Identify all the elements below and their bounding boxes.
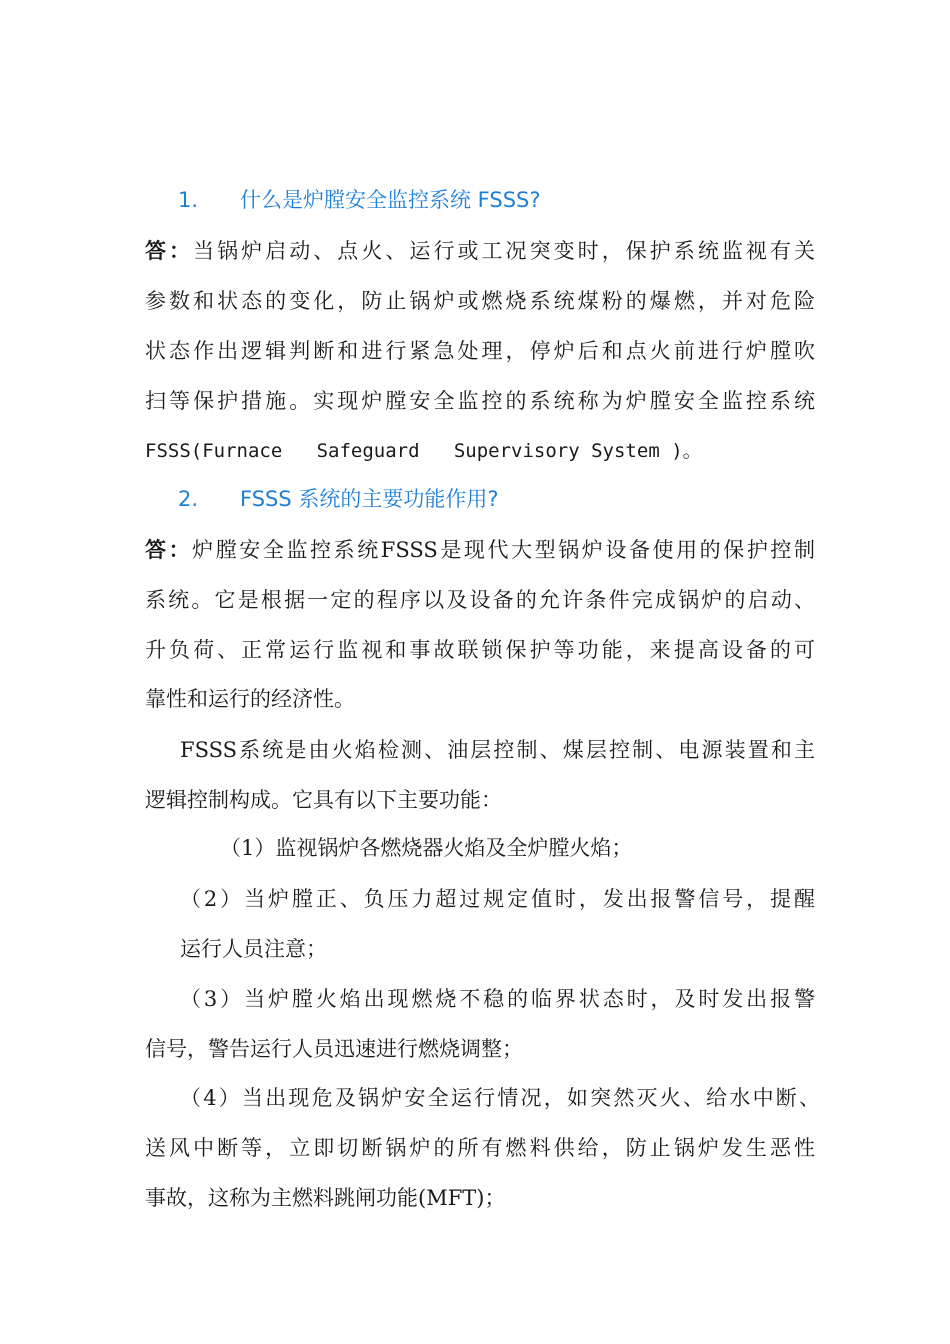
function-item-2: （2）当炉膛正、负压力超过规定值时，发出报警信号，提醒	[180, 887, 815, 911]
answer-2-text-1: 炉膛安全监控系统FSSS是现代大型锅炉设备使用的保护控制	[192, 538, 815, 562]
question-2-title: FSSS 系统的主要功能作用?	[240, 487, 499, 511]
answer-1-line-1	[145, 236, 815, 266]
question-1-number: 1.	[178, 188, 199, 212]
function-item-4: （4）当出现危及锅炉安全运行情况，如突然灭火、给水中断、	[180, 1086, 820, 1110]
answer-2-line-4: 靠性和运行的经济性。	[145, 687, 355, 711]
answer-2-line-3: 升负荷、正常运行监视和事故联锁保护等功能，来提高设备的可	[145, 638, 815, 662]
function-item-3: （3）当炉膛火焰出现燃烧不稳的临界状态时，及时发出报警	[180, 987, 815, 1011]
answer-2-line-2: 系统。它是根据一定的程序以及设备的允许条件完成锅炉的启动、	[145, 588, 815, 612]
answer-1-line-4: 扫等保护措施。实现炉膛安全监控的系统称为炉膛安全监控系统	[145, 389, 815, 413]
function-item-3-cont: 信号，警告运行人员迅速进行燃烧调整；	[145, 1037, 523, 1061]
answer-2-para2-line-1: FSSS系统是由火焰检测、油层控制、煤层控制、电源装置和主	[180, 738, 815, 762]
function-item-4-cont-1: 送风中断等，立即切断锅炉的所有燃料供给，防止锅炉发生恶性	[145, 1136, 815, 1160]
answer-1-line-2: 参数和状态的变化，防止锅炉或燃烧系统煤粉的爆燃，并对危险	[145, 289, 815, 313]
function-item-2-cont: 运行人员注意；	[180, 937, 327, 961]
function-item-1: （1）监视锅炉各燃烧器火焰及全炉膛火焰；	[220, 836, 633, 860]
answer-2-para2-line-2: 逻辑控制构成。它具有以下主要功能：	[145, 788, 502, 812]
answer-2-line-1	[145, 535, 815, 565]
answer-1-text-1: 当锅炉启动、点火、运行或工况突变时，保护系统监视有关	[193, 239, 816, 263]
question-2-heading	[178, 484, 848, 514]
answer-1-line-5: FSSS(Furnace Safeguard Supervisory System )。	[145, 440, 702, 462]
question-1-title: 什么是炉膛安全监控系统 FSSS?	[240, 188, 541, 212]
question-1-heading	[178, 185, 848, 215]
answer-1-line-3: 状态作出逻辑判断和进行紧急处理，停炉后和点火前进行炉膛吹	[145, 339, 815, 363]
question-2-number: 2.	[178, 487, 199, 511]
answer-1-label: 答：	[145, 238, 194, 263]
function-item-4-cont-2: 事故，这称为主燃料跳闸功能(MFT)；	[145, 1186, 506, 1210]
answer-2-label: 答：	[145, 537, 193, 562]
